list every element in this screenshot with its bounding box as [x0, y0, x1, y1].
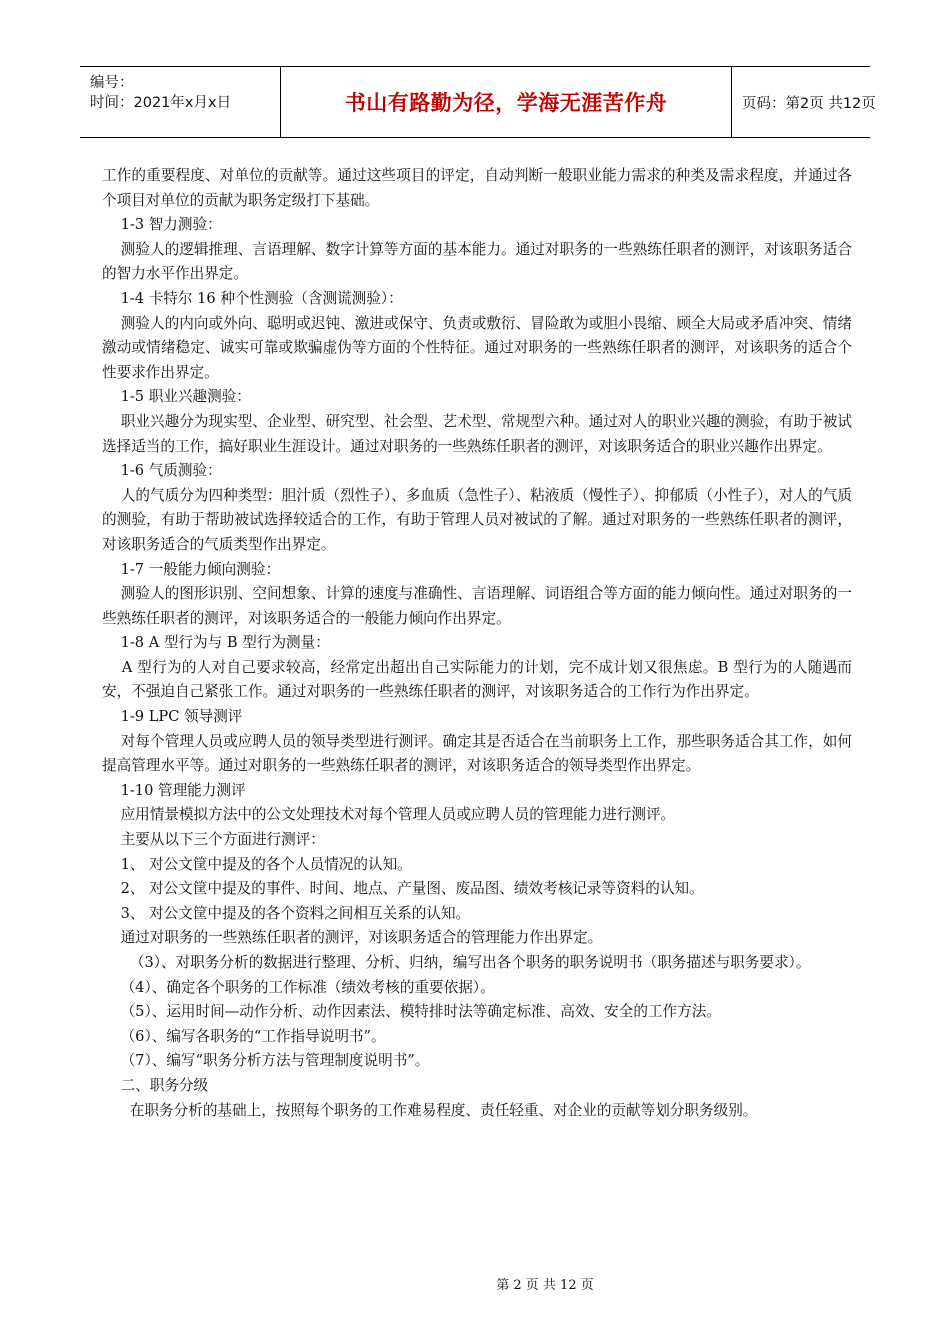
header-meta	[80, 67, 280, 137]
paragraph: 职业兴趣分为现实型、企业型、研究型、社会型、艺术型、常规型六种。通过对人的职业兴趣的测验，有助于被试选择适当的工作，搞好职业生涯设计。通过对职务的一些熟练任职者的测评，对该职务适合的职业兴趣作出界定。	[102, 412, 852, 455]
serial-number-label: 编号：	[90, 75, 134, 91]
paragraph: 1、 对公文筐中提及的各个人员情况的认知。	[102, 855, 412, 873]
paragraph: 1-7 一般能力倾向测验：	[102, 560, 281, 578]
paragraph: A 型行为的人对自己要求较高，经常定出超出自己实际能力的计划，完不成计划又很焦虑。B 型行为的人随遇而安，不强迫自己紧张工作。通过对职务的一些熟练任职者的测评，对该职务适合的工作行为作出界定。	[102, 658, 853, 701]
motto-text: 书山有路勤为径，学海无涯苦作舟	[344, 91, 668, 115]
paragraph: 1-5 职业兴趣测验：	[102, 388, 251, 406]
page-header	[80, 66, 876, 138]
paragraph: 人的气质分为四种类型：胆汁质（烈性子）、多血质（急性子）、粘液质（慢性子）、抑郁质（小性子），对人的气质的测验，有助于帮助被试选择较适合的工作，有助于管理人员对被试的了解。通过对职务的一些熟练任职者的测评，对该职务适合的气质类型作出界定。	[102, 486, 852, 553]
paragraph: （4）、确定各个职务的工作标准（绩效考核的重要依据）。	[102, 978, 495, 996]
paragraph: （7）、编写“职务分析方法与管理制度说明书”。	[102, 1052, 430, 1070]
paragraph: 1-10 管理能力测评	[102, 781, 246, 799]
paragraph: （3）、对职务分析的数据进行整理、分析、归纳，编写出各个职务的职务说明书（职务描述与职务要求）。	[102, 954, 811, 971]
paragraph: 1-8 A 型行为与 B 型行为测量：	[102, 634, 330, 652]
paragraph: 通过对职务的一些熟练任职者的测评，对该职务适合的管理能力作出界定。	[102, 929, 603, 947]
paragraph: 测验人的逻辑推理、言语理解、数字计算等方面的基本能力。通过对职务的一些熟练任职者的测评，对该职务适合的智力水平作出界定。	[102, 240, 852, 283]
paragraph: 1-6 气质测验：	[102, 462, 222, 480]
paragraph: 在职务分析的基础上，按照每个职务的工作难易程度、责任轻重、对企业的贡献等划分职务级别。	[102, 1101, 758, 1119]
paragraph: 主要从以下三个方面进行测评：	[102, 831, 325, 849]
paragraph: 应用情景模拟方法中的公文处理技术对每个管理人员或应聘人员的管理能力进行测评。	[102, 806, 676, 824]
paragraph: 2、 对公文筐中提及的事件、时间、地点、产量图、废品图、绩效考核记录等资料的认知。	[102, 880, 704, 898]
document-body	[102, 164, 852, 1123]
paragraph: 对每个管理人员或应聘人员的领导类型进行测评。确定其是否适合在当前职务上工作，那些职务适合其工作，如何提高管理水平等。通过对职务的一些熟练任职者的测评，对该职务适合的领导类型作出界定。	[102, 732, 852, 775]
paragraph: 1-4 卡特尔 16 种个性测验（含测谎测验）：	[102, 289, 403, 307]
page-footer: 第 2 页 共 12 页	[496, 1278, 594, 1293]
header-motto-cell	[280, 67, 732, 137]
paragraph: 测验人的图形识别、空间想象、计算的速度与准确性、言语理解、词语组合等方面的能力倾向性。通过对职务的一些熟练任职者的测评，对该职务适合的一般能力倾向作出界定。	[102, 585, 852, 627]
paragraph: 工作的重要程度、对单位的贡献等。通过这些项目的评定，自动判断一般职业能力需求的种类及需求程度，并通过各个项目对单位的贡献为职务定级打下基础。	[102, 167, 852, 209]
paragraph: 1-3 智力测验：	[102, 216, 222, 234]
paragraph: 测验人的内向或外向、聪明或迟钝、激进或保守、负责或敷衍、冒险敢为或胆小畏缩、顾全大局或矛盾冲突、情绪激动或情绪稳定、诚实可靠或欺骗虚伪等方面的个性特征。通过对职务的一些熟练任职者的测评，对该职务的适合个性要求作出界定。	[102, 314, 852, 381]
paragraph: 1-9 LPC 领导测评	[102, 708, 243, 726]
paragraph: 二、职务分级	[102, 1076, 209, 1094]
date-label: 时间：2021年x月x日	[90, 95, 232, 111]
paragraph: （5）、运用时间—动作分析、动作因素法、模特排时法等确定标准、高效、安全的工作方法。	[102, 1003, 721, 1021]
header-page-info: 页码：第2页 共12页	[742, 95, 876, 112]
paragraph: （6）、编写各职务的“工作指导说明书”。	[102, 1027, 386, 1045]
paragraph: 3、 对公文筐中提及的各个资料之间相互关系的认知。	[102, 904, 471, 922]
